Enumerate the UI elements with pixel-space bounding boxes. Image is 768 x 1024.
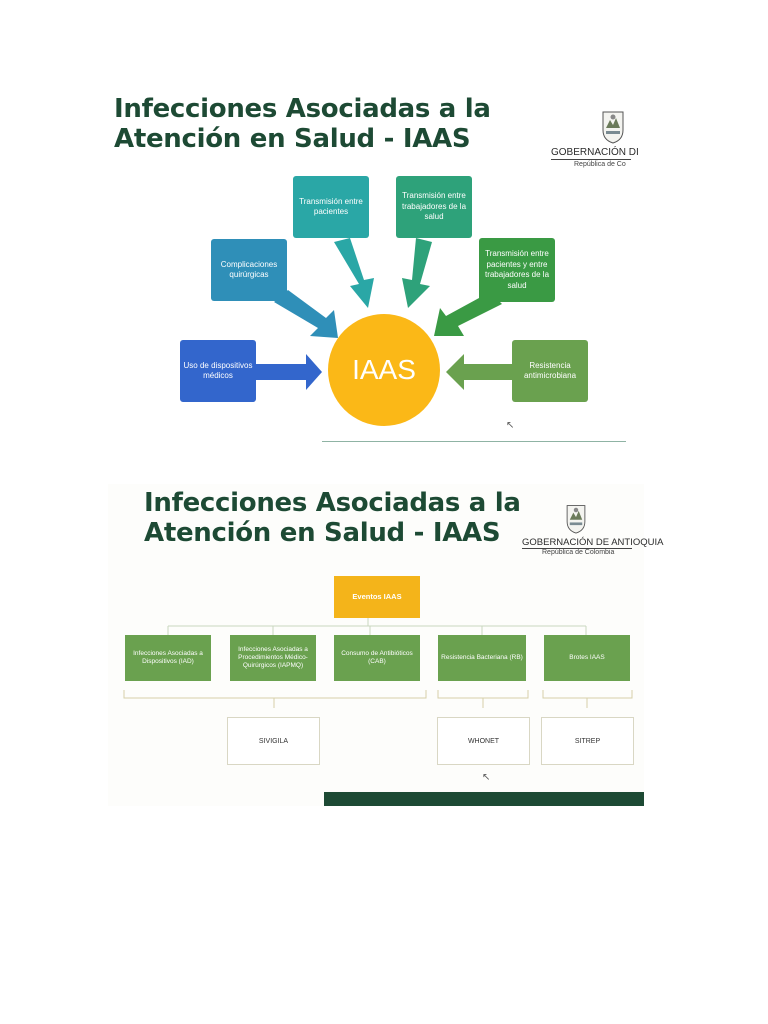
system-whonet: WHONET — [437, 717, 530, 765]
slide2-title-line2: Atención en Salud - IAAS — [144, 518, 501, 548]
box-pacientes: Transmisión entre pacientes — [293, 176, 369, 238]
category-brotes: Brotes IAAS — [544, 635, 630, 681]
slide2-footer-bar — [324, 792, 644, 806]
iaas-center-circle — [328, 314, 440, 426]
mouse-cursor-icon: ↖ — [482, 772, 491, 783]
slide1-title-line1: Infecciones Asociadas a la — [114, 94, 491, 124]
category-iapmq: Infecciones Asociadas a Procedimientos Médico-Quirúrgicos (IAPMQ) — [230, 635, 316, 681]
iaas-center-label: IAAS — [352, 354, 416, 385]
system-sivigila: SIVIGILA — [227, 717, 320, 765]
box-complicaciones: Complicaciones quirúrgicas — [211, 239, 287, 301]
slide1-title-line2: Atención en Salud - IAAS — [114, 124, 471, 154]
category-iad: Infecciones Asociadas a Dispositivos (IAD) — [125, 635, 211, 681]
slide1-bottom-rule — [322, 441, 626, 442]
box-resistencia: Resistencia antimicrobiana — [512, 340, 588, 402]
republic-label: República de Colombia — [542, 549, 615, 556]
government-name: GOBERNACIÓN DI — [551, 147, 639, 158]
system-sitrep: SITREP — [541, 717, 634, 765]
slide-iaas-causes — [106, 86, 639, 446]
arrow-pacientes — [334, 238, 374, 308]
slide-iaas-events — [108, 484, 664, 806]
box-dispositivos: Uso de dispositivos médicos — [180, 340, 256, 402]
arrow-resistencia — [446, 354, 512, 390]
box-ambos: Transmisión entre pacientes y entre trabajadores de la salud — [479, 238, 555, 302]
arrow-trabajadores — [402, 238, 432, 308]
category-rb: Resistencia Bacteriana (RB) — [438, 635, 526, 681]
mouse-cursor-icon: ↖ — [506, 420, 515, 431]
slide2-title-line1: Infecciones Asociadas a la — [144, 488, 521, 518]
box-trabajadores: Transmisión entre trabajadores de la salud — [396, 176, 472, 238]
government-name: GOBERNACIÓN DE ANTIOQUIA — [522, 537, 664, 548]
category-cab: Consumo de Antibióticos (CAB) — [334, 635, 420, 681]
root-eventos-iaas: Eventos IAAS — [334, 576, 420, 618]
republic-label: República de Co — [574, 161, 626, 168]
